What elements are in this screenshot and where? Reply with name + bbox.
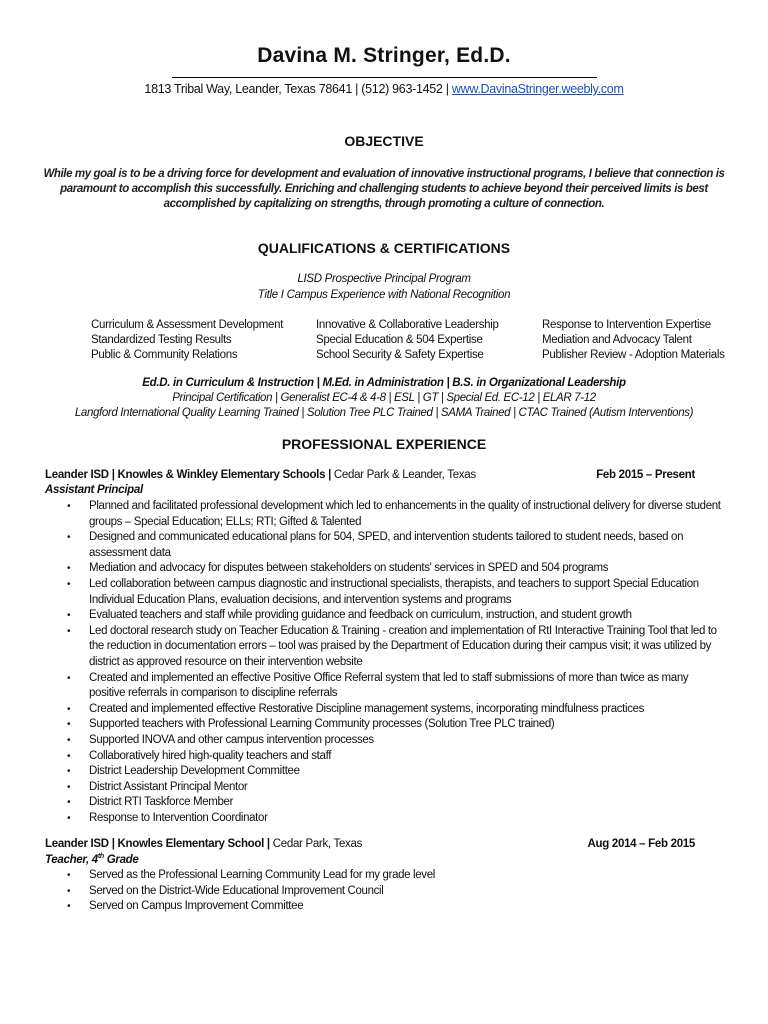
qualification-item: Mediation and Advocacy Talent [542, 334, 692, 346]
resume-name: Davina M. Stringer, Ed.D. [257, 44, 511, 67]
job-title-suffix: Grade [103, 853, 139, 866]
qualifications-column-3 [542, 318, 725, 363]
job-bullet-item [62, 811, 722, 827]
job-bullet-item [62, 764, 722, 780]
job-bullet-item [62, 749, 722, 765]
job-dates: Feb 2015 – Present [596, 469, 695, 481]
qualification-item: Public & Community Relations [91, 349, 238, 361]
qualification-title1: Title I Campus Experience with National Recognition [257, 289, 511, 301]
job-bullet-item [62, 577, 722, 608]
job-bullet-text: Served on the District-Wide Educational Improvement Council [89, 884, 384, 897]
objective-heading: OBJECTIVE [344, 133, 424, 149]
job-header [45, 469, 695, 481]
bullet-icon: • [67, 703, 71, 715]
job-bullet-item [62, 899, 722, 915]
bullet-icon: • [67, 901, 71, 913]
job-bullet-item [62, 608, 722, 624]
experience-heading: PROFESSIONAL EXPERIENCE [281, 436, 487, 452]
bullet-icon: • [67, 532, 71, 544]
bullet-icon: • [67, 766, 71, 778]
job-bullet-text: District Leadership Development Committee [89, 765, 300, 778]
job-bullet-list [62, 868, 722, 915]
job-bullet-item [62, 780, 722, 796]
job-title [45, 853, 139, 866]
bullet-icon: • [67, 501, 71, 512]
job-bullet-item [62, 733, 722, 749]
job-bullet-item [62, 795, 722, 811]
job-bullet-item [62, 530, 722, 561]
job-title-superscript: th [97, 853, 104, 860]
objective-text: While my goal is to be a driving force for development and evaluation of innovative instructional programs, I believe that connection is paramount to accomplish this successfully. Enriching and challenging students to achieve beyond their perceived limits is best accomplished by capitalizing on strengths, through promoting a culture of connection. [43, 168, 725, 210]
job-bullet-text: Served on Campus Improvement Committee [89, 900, 304, 913]
qualification-item: Response to Intervention Expertise [542, 319, 711, 331]
qualification-item: Publisher Review - Adoption Materials [542, 349, 725, 361]
job-bullet-list [62, 499, 722, 826]
contact-text: 1813 Tribal Way, Leander, Texas 78641 | (512) 963-1452 | [144, 82, 449, 96]
job-bullet-item [62, 624, 722, 671]
bullet-icon: • [67, 812, 71, 824]
education-line: Ed.D. in Curriculum & Instruction | M.Ed. in Administration | B.S. in Organizational Leadership [142, 377, 626, 389]
job-bullet-text: Created and implemented effective Restorative Discipline management systems, incorporating mindfulness practices [89, 702, 645, 715]
job-bullet-text: Designed and communicated educational plans for 504, SPED, and intervention students tailored to student needs, based on assessment data [89, 531, 684, 559]
job-bullet-text: Served as the Professional Learning Community Lead for my grade level [89, 869, 435, 881]
job-title-text: Assistant Principal [45, 484, 143, 496]
qualification-item: Innovative & Collaborative Leadership [316, 319, 499, 331]
job-title-text: Teacher, 4 [45, 853, 98, 866]
qualification-item: Curriculum & Assessment Development [91, 319, 284, 331]
website-link[interactable]: www.DavinaStringer.weebly.com [451, 82, 624, 96]
bullet-icon: • [67, 719, 71, 731]
job-employer: Leander ISD | Knowles & Winkley Elementary Schools | [45, 469, 331, 481]
job-bullet-item [62, 884, 722, 900]
job-bullet-text: Planned and facilitated professional development which led to enhancements in the quality of instructional delivery for diverse student groups – Special Education; ELLs; RTI; Gifted & Talented [89, 500, 721, 528]
bullet-icon: • [67, 885, 71, 897]
bullet-icon: • [67, 672, 71, 684]
job-bullet-text: Created and implemented an effective Positive Office Referral system that led to staff submissions of more than twice as many positive referrals in comparison to discipline referrals [89, 671, 689, 700]
job-bullet-item [62, 561, 722, 577]
job-bullet-item [62, 671, 722, 702]
job-bullet-text: Evaluated teachers and staff while providing guidance and feedback on curriculum, instruction, and student growth [89, 609, 632, 622]
job-dates: Aug 2014 – Feb 2015 [587, 838, 695, 850]
certifications-line-1: Principal Certification | Generalist EC-4 & 4-8 | ESL | GT | Special Ed. EC-12 | ELAR 7-12 [172, 392, 596, 404]
bullet-icon: • [67, 578, 71, 590]
job-bullet-text: Led doctoral research study on Teacher Education & Training - creation and implementation of RtI Interactive Training Tool that led to the reduction in documentation errors – tool was praised by the Department of Education during their campus visit; it was utilized by district as approved resource on their intervention website [89, 624, 717, 668]
job-bullet-text: District Assistant Principal Mentor [89, 780, 248, 793]
bullet-icon: • [67, 750, 71, 762]
qualification-item: Standardized Testing Results [91, 334, 232, 346]
qualifications-column-2 [316, 318, 499, 363]
bullet-icon: • [67, 781, 71, 793]
job-bullet-text: Collaboratively hired high-quality teachers and staff [89, 749, 332, 762]
job-bullet-item [62, 868, 722, 884]
bullet-icon: • [67, 734, 71, 746]
job-header [45, 838, 695, 850]
job-bullet-item [62, 499, 722, 530]
job-bullet-text: Response to Intervention Coordinator [89, 811, 268, 824]
bullet-icon: • [67, 870, 71, 881]
qualification-item: School Security & Safety Expertise [316, 349, 484, 361]
job-title [45, 484, 143, 496]
bullet-icon: • [67, 563, 71, 575]
job-bullet-text: Mediation and advocacy for disputes between stakeholders on students' services in SPED and 504 programs [89, 562, 609, 575]
qualification-item: Special Education & 504 Expertise [316, 334, 483, 346]
job-bullet-text: District RTI Taskforce Member [89, 796, 234, 809]
job-location: Cedar Park & Leander, Texas [333, 469, 476, 481]
bullet-icon: • [67, 610, 71, 622]
bullet-icon: • [67, 625, 71, 637]
bullet-icon: • [67, 797, 71, 809]
qualifications-heading: QUALIFICATIONS & CERTIFICATIONS [257, 240, 511, 256]
job-location: Cedar Park, Texas [272, 838, 363, 850]
job-employer: Leander ISD | Knowles Elementary School | [45, 838, 270, 850]
certifications-line-2: Langford International Quality Learning Trained | Solution Tree PLC Trained | SAMA Trained | CTAC Trained (Autism Interventions) [74, 407, 694, 419]
job-bullet-item [62, 717, 722, 733]
qualification-program: LISD Prospective Principal Program [297, 273, 471, 285]
header-divider [172, 77, 597, 78]
job-bullet-text: Led collaboration between campus diagnostic and instructional specialists, therapists, and teachers to support Special Education Individual Education Plans, evaluation decisions, and intervention systems and programs [89, 577, 699, 606]
job-bullet-text: Supported INOVA and other campus intervention processes [89, 733, 374, 746]
qualifications-column-1 [91, 318, 283, 363]
contact-line [0, 82, 768, 96]
job-bullet-item [62, 702, 722, 718]
job-bullet-text: Supported teachers with Professional Learning Community processes (Solution Tree PLC trained) [89, 718, 555, 731]
